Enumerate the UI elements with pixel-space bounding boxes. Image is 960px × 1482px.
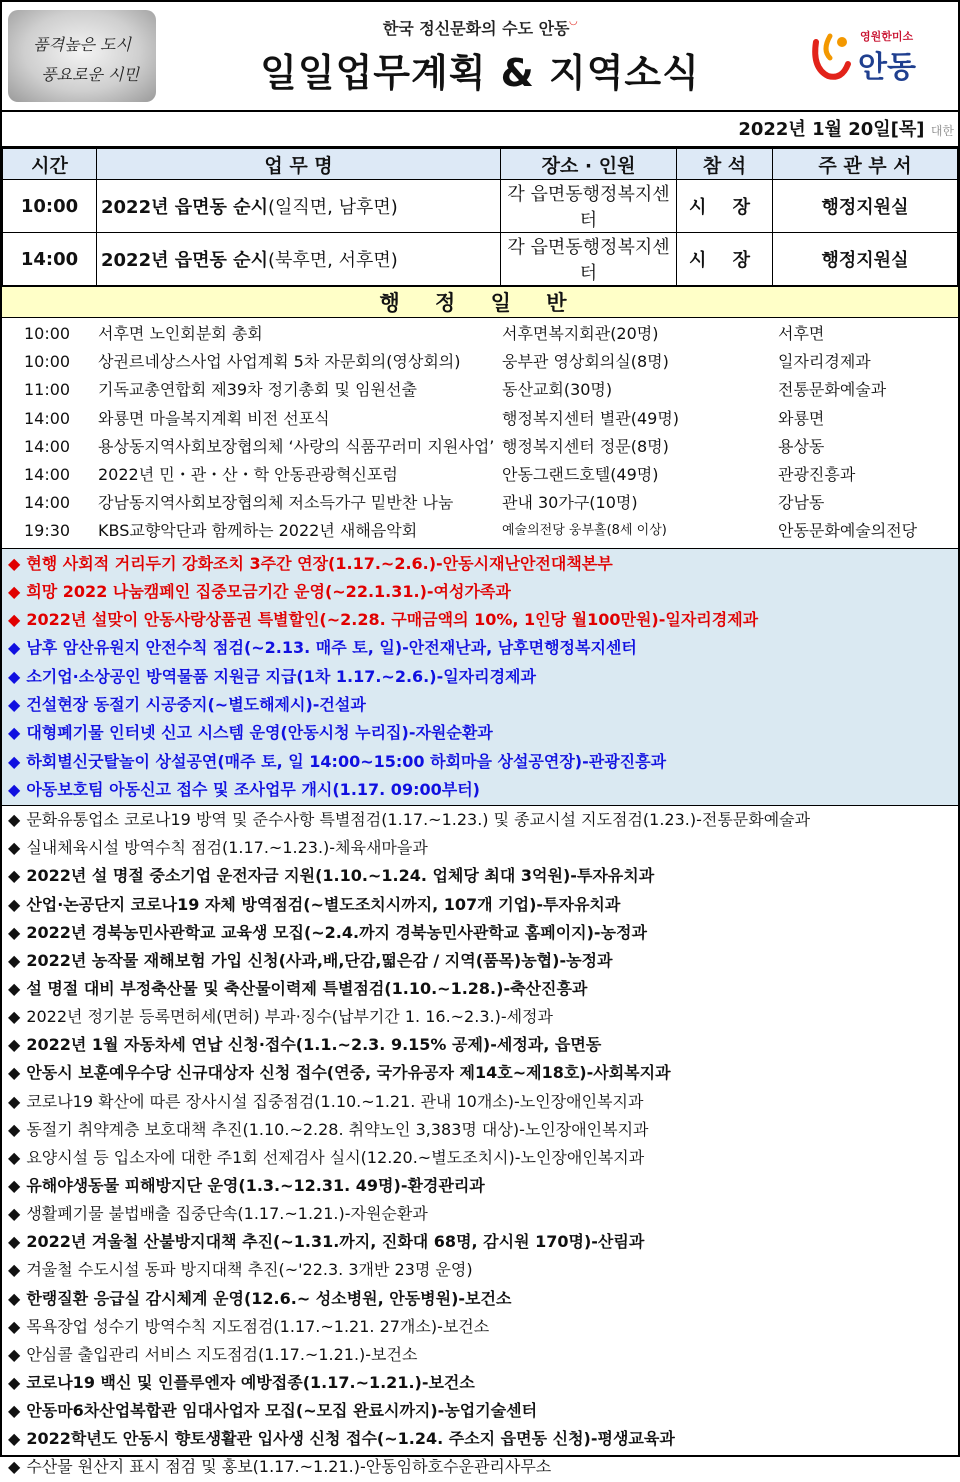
news-item [2,1088,958,1116]
news-text: 안심콜 출입관리 서비스 지도점검(1.17.~1.21.)-보건소 [26,1344,418,1364]
news-item [2,1341,958,1369]
event-task: 상권르네상스사업 사업계획 5차 자문회의(영상회의) [98,352,461,372]
cell-time: 14:00 [3,233,97,286]
news-text: 설 명절 대비 부정축산물 및 축산물이력제 특별점검(1.10.~1.28.)-축산진흥과 [26,979,588,999]
notice-text: 하회별신굿탈놀이 상설공연(매주 토, 일 14:00~15:00 하회마을 상설공연장)-관광진흥과 [26,751,667,771]
news-text: 2022년 겨울철 산불방지대책 추진(~1.31.까지, 진화대 68명, 감시원 170명)-산림과 [26,1232,645,1252]
event-time: 19:30 [24,521,71,541]
diamond-bullet-icon: ◆ [8,779,21,799]
diamond-bullet-icon: ◆ [8,1232,21,1252]
andong-logo [808,26,940,86]
notice-text: 소기업·소상공인 방역물품 지원금 지급(1차 1.17.~2.6.)-일자리경제과 [26,666,536,686]
news-item [2,806,958,834]
task-text: 2022년 읍면동 순시 [101,197,268,218]
col-header-place: 장소 · 인원 [501,149,677,180]
diamond-bullet-icon: ◆ [8,1401,21,1421]
task-text: 2022년 읍면동 순시 [101,250,268,271]
diamond-bullet-icon: ◆ [8,810,21,830]
news-text: 안동시 보훈예우수당 신규대상자 신청 접수(연중, 국가유공자 제14호~제18호)-사회복지과 [26,1063,671,1083]
diamond-bullet-icon: ◆ [8,1091,21,1111]
report-date: 2022년 1월 20일[목] [738,119,925,140]
diamond-bullet-icon: ◆ [8,1007,21,1027]
list-item [2,489,958,517]
news-item [2,1172,958,1200]
news-item [2,919,958,947]
news-item [2,1228,958,1256]
notice-item [2,634,958,662]
notice-text: 희망 2022 나눔캠페인 집중모금기간 운영(~22.1.31.)-여성가족과 [26,581,511,601]
notice-item [2,748,958,776]
table-header-row [3,149,958,180]
event-task: 강남동지역사회보장협의체 저소득가구 밑반찬 나눔 [98,493,454,513]
news-text: 2022년 정기분 등록면허세(면허) 부과·징수(납부기간 1. 16.~2.3.)-세정과 [26,1007,553,1027]
diamond-bullet-icon: ◆ [8,723,21,743]
event-time: 10:00 [24,352,71,372]
notice-item [2,606,958,634]
col-header-dept: 주 관 부 서 [773,149,958,180]
event-task: 기독교총연합회 제39차 정기총회 및 임원선출 [98,380,417,400]
notice-item [2,691,958,719]
diamond-bullet-icon: ◆ [8,979,21,999]
news-text: 2022년 농작물 재해보험 가입 신청(사과,배,단감,떫은감 / 지역(품목)농협)-농정과 [26,950,613,970]
diamond-bullet-icon: ◆ [8,1119,21,1139]
event-dept: 안동문화예술의전당 [778,521,918,541]
event-time: 14:00 [24,464,71,484]
notice-item [2,550,958,578]
event-task: 용상동지역사회보장협의체 ‘사랑의 식품꾸러미 지원사업’ [98,436,495,456]
event-place: 안동그랜드호텔(49명) [502,464,659,484]
news-text: 겨울철 수도시설 동파 방지대책 추진(~'22.3. 3개반 23명 운영) [26,1260,473,1280]
diamond-bullet-icon: ◆ [8,1344,21,1364]
notice-item [2,578,958,606]
event-dept: 일자리경제과 [778,352,871,372]
event-task: KBS교향악단과 함께하는 2022년 새해음악회 [98,521,418,541]
news-text: 유해야생동물 피해방지단 운영(1.3.~12.31. 49명)-환경관리과 [26,1176,485,1195]
news-text: 수산물 원산지 표시 점검 및 홍보(1.17.~1.21.)-안동임하호수운관리사무소 [26,1457,552,1477]
news-item [2,1031,958,1059]
list-item [2,433,958,461]
news-text: 생활폐기물 불법배출 집중단속(1.17.~1.21.)-자원순환과 [26,1204,428,1224]
page-header [2,2,958,112]
news-item [2,834,958,862]
news-item [2,891,958,919]
list-item [2,517,958,545]
diamond-bullet-icon: ◆ [8,694,21,714]
diamond-bullet-icon: ◆ [8,866,21,886]
notice-text: 아동보호팀 아동신고 접수 및 조사업무 개시(1.17. 09:00부터) [26,779,480,799]
event-place: 서후면복지회관(20명) [502,324,659,343]
diamond-bullet-icon: ◆ [8,751,21,771]
event-place: 행정복지센터 별관(49명) [502,408,680,428]
date-watermark: 대한 [930,124,954,138]
notice-item [2,776,958,804]
news-text: 실내체육시설 방역수칙 점검(1.17.~1.23.)-체육새마을과 [26,838,428,858]
andong-smile-logo-icon [808,28,854,82]
event-dept: 관광진흥과 [778,464,856,484]
event-time: 14:00 [24,493,71,513]
event-task: 2022년 민・관・산・학 안동관광혁신포럼 [98,464,398,484]
list-item [2,348,958,376]
diamond-bullet-icon: ◆ [8,950,21,970]
news-item [2,1144,958,1172]
diamond-bullet-icon: ◆ [8,1372,21,1392]
slogan-line-1: 품격높은 도시 [33,35,131,54]
event-dept: 용상동 [778,436,825,456]
task-detail: (일직면, 남후면) [267,197,398,218]
diamond-bullet-icon: ◆ [8,1429,21,1449]
news-item [2,1059,958,1087]
diamond-bullet-icon: ◆ [8,1260,21,1280]
diamond-bullet-icon: ◆ [8,638,21,658]
news-text: 요양시설 등 입소자에 대한 주1회 선제검사 실시(12.20.~별도조치시)-노인장애인복지과 [26,1147,645,1167]
logo-city-name: 안동 [858,50,916,85]
event-place: 웅부관 영상회의실(8명) [502,352,669,372]
event-time: 10:00 [24,324,71,343]
diamond-bullet-icon: ◆ [8,1316,21,1336]
news-text: 목욕장업 성수기 방역수칙 지도점검(1.17.~1.21. 27개소)-보건소 [26,1316,490,1336]
event-dept: 서후면 [778,324,825,343]
news-item [2,1397,958,1425]
news-item [2,1369,958,1397]
notice-item [2,719,958,747]
news-text: 2022년 1월 자동차세 연납 신청·접수(1.1.~2.3. 9.15% 공제)-세정과, 읍면동 [26,1035,602,1055]
news-text: 코로나19 백신 및 인플루엔자 예방접종(1.17.~1.21.)-보건소 [26,1372,475,1392]
list-item [2,461,958,489]
cell-task [97,180,501,233]
super-title-text: 한국 정신문화의 수도 안동 [382,19,570,38]
event-dept: 와룡면 [778,408,825,428]
news-item [2,1313,958,1341]
event-place: 예술의전당 웅부홀(8세 이상) [502,523,667,539]
news-item [2,1285,958,1313]
news-item [2,1453,958,1481]
page-title: 일일업무계획 & 지역소식 [260,51,700,95]
general-section-title: 행 정 일 반 [2,286,958,318]
notice-text: 남후 암산유원지 안전수칙 점검(~2.13. 매주 토, 일)-안전재난과, 남후면행정복지센터 [26,638,637,658]
news-text: 2022학년도 안동시 향토생활관 입사생 신청 접수(~1.24. 주소지 읍면동 신청)-평생교육과 [26,1429,675,1449]
news-item [2,862,958,890]
diamond-bullet-icon: ◆ [8,666,21,686]
col-header-attend: 참 석 [677,149,773,180]
news-text: 코로나19 확산에 따른 장사시설 집중점검(1.10.~1.21. 관내 10개소)-노인장애인복지과 [26,1091,644,1111]
list-item [2,376,958,404]
diamond-bullet-icon: ◆ [8,894,21,914]
news-text: 동절기 취약계층 보호대책 추진(1.10.~2.28. 취약노인 3,383명 대상)-노인장애인복지과 [26,1119,649,1139]
task-detail: (북후면, 서후면) [267,250,398,271]
notice-item [2,663,958,691]
cell-dept: 행정지원실 [773,180,958,233]
news-item [2,1256,958,1284]
news-item [2,1116,958,1144]
list-item [2,320,958,348]
table-row [3,180,958,233]
event-place: 행정복지센터 정문(8명) [502,436,669,456]
notice-text: 2022년 설맞이 안동사랑상품권 특별할인(~2.28. 구매금액의 10%, 1인당 월100만원)-일자리경제과 [26,610,759,630]
news-text: 안동마6차산업복합관 임대사업자 모집(~모집 완료시까지)-농업기술센터 [26,1401,538,1421]
cell-attend: 시 장 [677,180,773,233]
diamond-bullet-icon: ◆ [8,1176,21,1195]
notice-text: 대형폐기물 인터넷 신고 시스템 운영(안동시청 누리집)-자원순환과 [26,723,493,743]
smile-mark-icon: ◡ [569,16,578,27]
diamond-bullet-icon: ◆ [8,1147,21,1167]
diamond-bullet-icon: ◆ [8,1035,21,1055]
diamond-bullet-icon: ◆ [8,553,21,573]
news-text: 문화유통업소 코로나19 방역 및 준수사항 특별점검(1.17.~1.23.) 및 종교시설 지도점검(1.23.)-전통문화예술과 [26,810,811,830]
diamond-bullet-icon: ◆ [8,1288,21,1308]
cell-dept: 행정지원실 [773,233,958,286]
news-item [2,975,958,1003]
date-row [2,112,958,148]
news-list [2,806,958,1481]
event-dept: 전통문화예술과 [778,380,887,400]
news-text: 산업·논공단지 코로나19 자체 방역점검(~별도조치시까지, 107개 기업)-투자유치과 [26,894,621,914]
news-text: 2022년 경북농민사관학교 교육생 모집(~2.4.까지 경북농민사관학교 홈페이지)-농정과 [26,922,647,942]
cell-place: 각 읍면동행정복지센터 [501,233,677,286]
col-header-task: 업 무 명 [97,149,501,180]
diamond-bullet-icon: ◆ [8,1063,21,1083]
event-place: 동산교회(30명) [502,380,613,400]
notice-text: 건설현장 동절기 시공중지(~별도해제시)-건설과 [26,694,366,714]
news-text: 한랭질환 응급실 감시체계 운영(12.6.~ 성소병원, 안동병원)-보건소 [26,1288,512,1308]
diamond-bullet-icon: ◆ [8,610,21,630]
news-item [2,1003,958,1031]
event-dept: 강남동 [778,493,825,513]
general-schedule-list [2,318,958,549]
notice-text: 현행 사회적 거리두기 강화조치 3주간 연장(1.17.~2.6.)-안동시재난안전대책본부 [26,553,613,573]
diamond-bullet-icon: ◆ [8,581,21,601]
table-row [3,233,958,286]
cell-attend: 시 장 [677,233,773,286]
event-task: 와룡면 마을복지계획 비전 선포식 [98,408,330,428]
diamond-bullet-icon: ◆ [8,922,21,942]
news-item [2,947,958,975]
cell-place: 각 읍면동행정복지센터 [501,180,677,233]
list-item [2,405,958,433]
diamond-bullet-icon: ◆ [8,1204,21,1224]
event-time: 14:00 [24,408,71,428]
mayor-schedule-table [2,148,958,286]
cell-task [97,233,501,286]
event-task: 서후면 노인회분회 총회 [98,324,263,343]
diamond-bullet-icon: ◆ [8,838,21,858]
news-item [2,1200,958,1228]
col-header-time: 시간 [3,149,97,180]
event-time: 11:00 [24,380,71,400]
event-time: 14:00 [24,436,71,456]
logo-subtitle: 영원한미소 [860,30,914,43]
notice-list [2,549,958,807]
news-item [2,1425,958,1453]
slogan-line-2: 풍요로운 시민 [41,65,139,84]
diamond-bullet-icon: ◆ [8,1457,21,1477]
cell-time: 10:00 [3,180,97,233]
news-text: 2022년 설 명절 중소기업 운전자금 지원(1.10.~1.24. 업체당 최대 3억원)-투자유치과 [26,866,655,886]
event-place: 관내 30가구(10명) [502,493,638,513]
